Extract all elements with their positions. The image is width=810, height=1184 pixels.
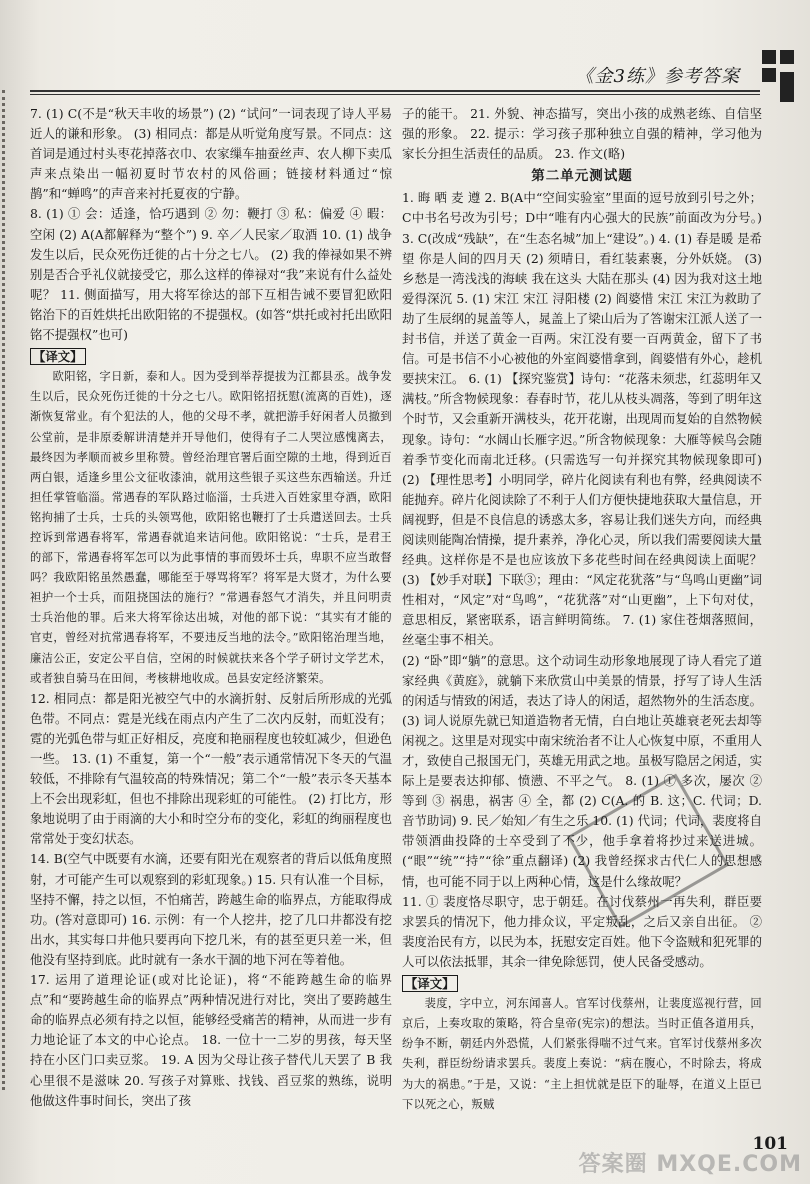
watermark-logo: 答案圈 MXQE.COM: [578, 1152, 802, 1177]
answer-paragraph: (2) “卧”即“躺”的意思。这个动词生动形象地展现了诗人看完了道家经典《黄庭》，就躺下来欣赏山中美景的情景，抒写了诗人生活的闲适与情致的闲适，表达了诗人的闲适，超然物外的生活态度。 (3) 词人说原先就已知道造物者无情，白白地让英雄衰老死去却等闲视之。这里是对现实中南宋统治者不让人心恢复中原，不重用人才，致使自己报国无门，英雄无用武之地。虽极写隐居之闲适，实际上是要表达抑郁、愤懑、不平之气。 8. (1) ① 多次，屡次 ② 等到 ③ 祸患，祸害 ④ 全，都 (2) C(A. 的 B. 这；C. 代词；D. 音节助词) 9. 民／始知／有生之乐 10. (1) 代词；代词，裴度将自带领酒曲投降的士卒受到了不少，他手拿着将抄过来送进城。(“眼”“统”“持”“徐”重点翻译) (2) 我曾经探求古代仁人的思想感情，也可能不同于以上两种心情，这是什么缘故呢？: [402, 652, 762, 889]
corner-decoration: [762, 50, 798, 110]
translation-tag: 【译文】: [30, 347, 392, 367]
header-rule-thin: [30, 94, 760, 95]
answer-paragraph: 12. 相同点：都是阳光被空气中的水滴折射、反射后所形成的光弧色带。不同点：霓是光线在雨点内产生了二次内反射，而虹没有；霓的光弧色带与虹正好相反，亮度和艳丽程度也较虹减少，但逊色一些。 13. (1) 不重复，第一个“一般”表示通常情况下冬天的气温较低，不排除有气温较高的特殊情况；第二个“一般”表示冬天基本上不会出现彩虹，但也不排除出现彩虹的可能性。 (2) 打比方，形象地说明了由于雨滴的大小和时空分布的变化，彩虹的绚丽程度也常常处于变幻状态。: [30, 690, 392, 847]
page-number: 101: [752, 1134, 788, 1154]
answer-paragraph: 14. B(空气中既要有水滴，还要有阳光在观察者的背后以低角度照射，才可能产生可以观察到的彩虹现象。) 15. 只有认准一个目标，坚持不懈，持之以恒，不怕痛苦，跨越生命的临界点，方能取得成功。(答对意即可) 16. 示例：有一个人挖井，挖了几口井都没有挖出水，其实每口井他只要再向下挖几米，有的甚至更只差一米，但他没有坚持到底。此时就有一条水干涸的地下河在等着他。: [30, 851, 392, 967]
answer-paragraph: 11. ① 裴度恪尽职守，忠于朝廷。在讨伐蔡州一再失利，群臣要求罢兵的情况下，他力排众议，平定叛乱，之后又亲自出征。 ② 裴度治民有方，以民为本，抚慰安定百姓。他下令盗贼和犯死罪的人可以依法抵罪，其余一律免除惩罚，使人民备受感动。: [402, 893, 762, 969]
answer-paragraph: 17. 运用了道理论证(或对比论证)，将“不能跨越生命的临界点”和“要跨越生命的临界点”两种情况进行对比，突出了要跨越生命的临界点必须有持之以恒，能够经受痛苦的精神，从而进一步有力地论证了本文的中心论点。 18. 一位十一二岁的男孩，每天坚持在小区门口卖豆浆。 19. A 因为父母让孩子替代儿天罢了 B 我心里很不是滋味 20. 写孩子对算账、找钱、舀豆浆的熟练，说明他做这件事时间长，突出了孩: [30, 972, 392, 1108]
translation-text: 欧阳铭，字日新，泰和人。因为受到举荐提拔为江都县丞。战争发生以后，民众死伤迁徙的十分之七八。欧阳铭招抚慰(流离的百姓)，逐渐恢复常业。有个犯法的人，他的父母不孝，就把游手好闲者人员撤到公堂前，是非原委解讲清楚并开导他们，使得有子二人哭泣感愧离去，最终因为孝顺而被乡里称赞。曾经治理官署后面空隙的土地，得到近百两白银，适逢乡里公文征收漆油，就用这些银子买这些东西输送。升迁担任掌管临淄。常遇春的军队路过临淄，士兵进入百姓家里夺酒，欧阳铭拘捕了士兵，士兵的头领骂他，欧阳铭也鞭打了士兵遣送回去。士兵控诉到常遇春将军，常遇春就追来诘问他。欧阳铭说：“士兵，是君王的部下，常遇春将军怎可以为此事情的事而毁坏士兵，卑职不应当敢督吗？我欧阳铭虽然愚蠢，哪能至于辱骂将军？将军是大贤才，为什么要袒护一个士兵，而阻挠国法的施行？”常遇春怒气才消失，并且问明责士兵治他的罪。后来大将军徐达出城，对他的部下说：“其实有才能的官吏，曾经对抗常遇春将军，不要违反当地的法令。”欧阳铭治理当地，廉洁公正，安定公平自信，空闲的时候就扶来各个学子研讨文学艺术，或者独自骑马在田间，考核耕地收成。邑县安定经济繁荣。: [30, 370, 392, 685]
header-title: 《金3练》参考答案: [575, 66, 740, 87]
translation-text: 裴度，字中立，河东闻喜人。官军讨伐蔡州，让裴度巡视行营，回京后，上奏攻取的策略，符合皇帝(宪宗)的想法。当时正值各道用兵，纷争不断，朝廷内外恐慌，人们紧张得喘不过气来。官军讨伐蔡州多次失利，群臣纷纷请求罢兵。裴度上奏说：“病在腹心，不时除去，将成为大的祸患。”于是，又说：“主上担忧就是臣下的耻辱，在道义上臣已下以死之心，叛贼: [402, 997, 762, 1111]
answer-paragraph: 7. (1) C(不是“秋天丰收的场景”) (2) “试问”一词表现了诗人平易近人的谦和形象。 (3) 相同点：都是从听觉角度写景。不同点：这首词是通过村头枣花掉落衣巾、农家缫车抽蚕丝声、农人柳下卖瓜声来点染出一幅初夏时节农村的风俗画；链接材料通过“惊鹊”和“蝉鸣”的声音来衬托夏夜的宁静。: [30, 106, 392, 202]
answer-paragraph: 子的能干。 21. 外貌、神态描写，突出小孩的成熟老练、自信坚强的形象。 22. 提示：学习孩子那种独立自强的精神，学习他为家长分担生活责任的品质。 23. 作文(略): [402, 106, 762, 162]
answer-paragraph: 8. (1) ① 会：适逢，恰巧遇到 ② 勿：鞭打 ③ 私：偏爱 ④ 暇：空闲 (2) A(A都解释为“整个”) 9. 卒／人民家／取酒 10. (1) 战争发生以后，民众死伤迁徙的占十分之七八。 (2) 我的俸禄如果不辨别是否合乎礼仪就接受它，那么这样的俸禄对“我”来说有什么益处呢？ 11. 侧面描写，用大将军徐达的部下互相告诫不要冒犯欧阳铭治下的百姓烘托出欧阳铭的不提强权。(如答“烘托或衬托出欧阳铭不提强权”也可): [30, 206, 392, 343]
translation-tag: 【译文】: [402, 974, 762, 994]
unit-heading: 第二单元测试题: [531, 168, 633, 185]
header-rule: [30, 90, 760, 92]
left-column: [30, 104, 392, 1111]
binding-holes: [2, 90, 13, 1090]
answer-paragraph: 1. 晦 晒 麦 遵 2. B(A中“空间实验室”里面的逗号放到引号之外；C中书名号改为引号；D中“唯有内心强大的民族”前面改为分号。) 3. C(改成“残缺”，在“生态名城”加上“建设”。) 4. (1) 春是暖 是希望 你是人间的四月天 (2) 须晴日，看红装素裹，分外妖娆。 (3) 乡愁是一湾浅浅的海峡 我在这头 大陆在那头 (4) 因为我对这土地爱得深沉 5. (1) 宋江 宋江 浔阳楼 (2) 阎婆惜 宋江 宋江为救助了劫了生辰纲的晁盖等人，晁盖上了梁山后为了答谢宋江派人送了一封书信，并送了黄金一百两。宋江没有要一百两黄金，留下了书信。可是书信不小心被他的外室阎婆惜拿到，阎婆惜有外心，趁机要挟宋江。 6. (1) 【探究鉴赏】诗句：“花落未须悲，红蕊明年又满枝。”所含物候现象：春春时节，花儿从枝头凋落，等到了明年这个时节，又会重新开满枝头，花开花谢，出现周而复始的自然物候现象。诗句：“水阔山长雁字迟。”所含物候现象：大雁等候鸟会随着季节变化而南北迁移。(只需选写一句并探究其物候现象即可) (2) 【理性思考】小明同学，碎片化阅读有利也有弊，经典阅读不能抛弃。碎片化阅读除了不利于人们方便快捷地获取大量信息，开阔视野，但是不良信息的诱惑太多，容易让我们迷失方向，而经典阅读则能陶冶情操，提升素养，净化心灵，所以我们需要阅读大量经典。这样你是不是也应该放下多花些时间在经典阅读上面呢？ (3) 【妙手对联】下联③；理由：“风定花犹落”与“鸟鸣山更幽”词性相对，“风定”对“鸟鸣”，“花犹落”对“山更幽”，上下句对仗，意思相反，紧密联系，语言鲜明简练。 7. (1) 家住苍烟落照间，丝毫尘事不相关。: [402, 190, 762, 648]
right-column: [402, 104, 762, 1115]
